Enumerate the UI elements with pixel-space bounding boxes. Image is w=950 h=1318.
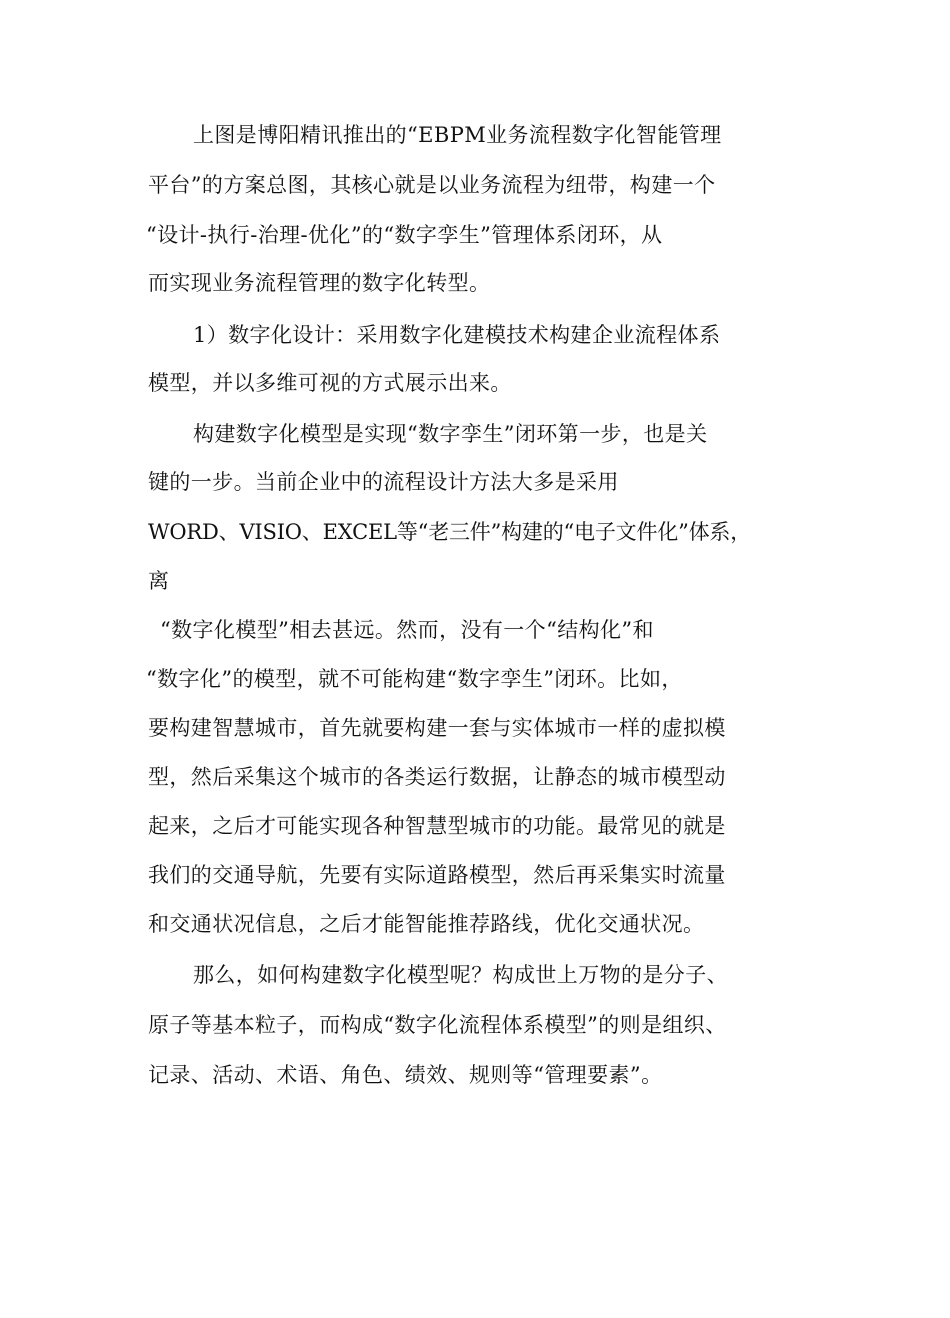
text-line: 我们的交通导航，先要有实际道路模型，然后再采集实时流量 [148, 863, 726, 887]
text-line: 键的一步。当前企业中的流程设计方法大多是采用 [148, 470, 619, 494]
text-line: 起来，之后才可能实现各种智慧型城市的功能。最常见的就是 [148, 814, 726, 838]
text-line: “数字化”的模型，就不可能构建“数字孪生”闭环。比如， [146, 667, 683, 691]
text-line: 和交通状况信息，之后才能智能推荐路线，优化交通状况。 [148, 912, 705, 936]
text-line: WORD、VISIO、EXCEL等“老三件”构建的“电子文件化”体系， [148, 520, 752, 544]
text-line: 离 [148, 569, 170, 593]
text-line: 上图是博阳精讯推出的“EBPM业务流程数字化智能管理 [193, 123, 722, 147]
text-line: “数字化模型”相去甚远。然而，没有一个“结构化”和 [160, 618, 654, 642]
text-line: “设计-执行-治理-优化”的“数字孪生”管理体系闭环，从 [146, 223, 663, 247]
text-line: 平台”的方案总图，其核心就是以业务流程为纽带，构建一个 [148, 173, 716, 197]
text-line: 型，然后采集这个城市的各类运行数据，让静态的城市模型动 [148, 765, 726, 789]
text-line: 而实现业务流程管理的数字化转型。 [148, 271, 491, 295]
text-line: 1）数字化设计：采用数字化建模技术构建企业流程体系 [193, 323, 721, 347]
text-line: 记录、活动、术语、角色、绩效、规则等“管理要素”。 [148, 1063, 663, 1087]
text-line: 要构建智慧城市，首先就要构建一套与实体城市一样的虚拟模 [148, 716, 726, 740]
text-line: 模型，并以多维可视的方式展示出来。 [148, 371, 512, 395]
text-line: 原子等基本粒子，而构成“数字化流程体系模型”的则是组织、 [148, 1013, 727, 1037]
text-line: 构建数字化模型是实现“数字孪生”闭环第一步，也是关 [193, 422, 708, 446]
text-line: 那么，如何构建数字化模型呢？构成世上万物的是分子、 [193, 963, 728, 987]
